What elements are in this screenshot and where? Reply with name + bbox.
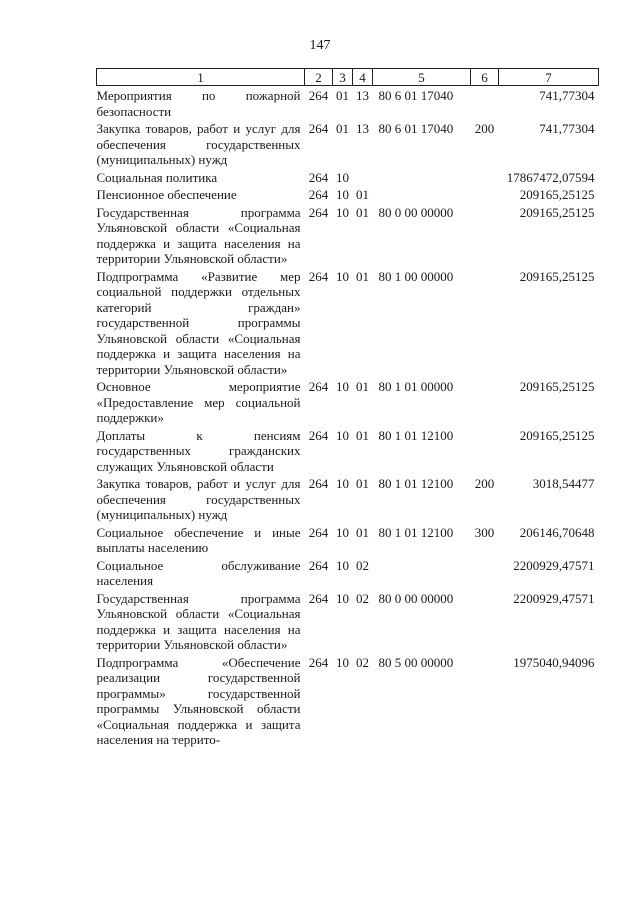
row-amount: 209165,25125 [519,187,595,202]
row-col4: 01 [356,524,369,540]
row-col2: 264 [308,121,329,136]
row-col4: 13 [356,121,369,136]
table-row [97,426,599,475]
row-col4: 01 [356,268,369,284]
row-col2: 264 [308,379,329,394]
row-col4: 01 [356,476,369,491]
table-row [97,474,599,523]
row-col5: 80 1 01 12100 [378,427,454,443]
row-col2: 264 [308,204,329,220]
row-col2: 264 [308,187,329,202]
table-row [97,523,599,556]
row-amount: 2200929,47571 [513,590,595,606]
row-name: Социальное обслуживание населения [96,557,301,588]
row-col2: 264 [308,557,329,573]
row-col2: 264 [308,524,329,540]
column-header: 7 [499,69,599,86]
row-amount: 2200929,47571 [513,557,595,573]
row-col3: 10 [336,590,349,606]
budget-table [96,68,599,748]
row-col3: 10 [336,204,349,220]
column-header: 5 [373,69,471,86]
row-col4: 01 [356,204,369,220]
table-row [97,86,599,120]
table-header [97,69,599,86]
row-amount: 209165,25125 [519,427,595,443]
column-header: 2 [305,69,333,86]
row-name: Государственная программа Ульяновской области «Социальная поддержка и защита населения на территории Ульяновской области» [96,204,301,266]
row-col3: 10 [336,524,349,540]
column-header: 1 [97,69,305,86]
row-col3: 10 [336,187,349,202]
column-header: 6 [471,69,499,86]
row-col5 [373,168,471,186]
row-col6 [471,377,499,426]
row-col2: 264 [308,590,329,606]
row-col6 [471,556,499,589]
row-amount: 209165,25125 [519,204,595,220]
row-amount: 741,77304 [539,88,595,103]
row-col5: 80 1 01 12100 [378,524,454,540]
page-number: 147 [309,38,331,53]
row-col5: 80 6 01 17040 [378,121,454,136]
row-col3: 10 [336,379,349,394]
row-name: Государственная программа Ульяновской области «Социальная поддержка и защита населения на территории Ульяновской области» [96,590,301,652]
column-header: 3 [333,69,353,86]
row-col6 [471,426,499,475]
row-col6 [471,185,499,203]
row-col3: 10 [336,169,349,185]
row-col3: 10 [336,476,349,491]
row-col3: 10 [336,268,349,284]
table-row [97,119,599,168]
row-col5: 80 5 00 00000 [378,654,454,670]
row-col2: 264 [308,88,329,103]
row-col4: 01 [356,427,369,443]
row-name: Социальная политика [96,169,218,185]
row-amount: 206146,70648 [519,524,595,540]
row-name: Основное мероприятие «Предоставление мер социальной поддержки» [96,379,301,425]
row-col2: 264 [308,427,329,443]
table-row [97,203,599,267]
row-name: Закупка товаров, работ и услуг для обеспечения государственных (муниципальных) нужд [96,121,301,167]
row-col6 [471,168,499,186]
row-col6 [471,203,499,267]
row-amount: 3018,54477 [532,476,595,491]
row-col2: 264 [308,169,329,185]
table-row [97,589,599,653]
row-col3: 01 [336,121,349,136]
row-col3: 10 [336,557,349,573]
table-row [97,556,599,589]
row-col2: 264 [308,654,329,670]
row-name: Мероприятия по пожарной безопасности [96,88,301,119]
row-name: Подпрограмма «Обеспечение реализации государственной программы» государственной программы Ульяновской области «Социальная поддержка и защита населения на террито- [96,654,301,747]
row-name: Подпрограмма «Развитие мер социальной поддержки отдельных категорий граждан» государственной программы Ульяновской области «Социальная поддержка и защита населения на территории Ульяновской области» [96,268,301,377]
row-col5: 80 6 01 17040 [378,88,454,103]
row-col6: 200 [474,121,495,136]
row-col4: 02 [356,590,369,606]
table-row [97,653,599,748]
row-name: Доплаты к пенсиям государственных гражданских служащих Ульяновской области [96,427,301,474]
row-col4 [353,168,373,186]
row-col6 [471,267,499,378]
row-col2: 264 [308,476,329,491]
row-col5: 80 0 00 00000 [378,590,454,606]
row-col3: 01 [336,88,349,103]
row-col4: 01 [356,187,369,202]
row-col5: 80 1 01 12100 [378,476,454,491]
row-col4: 02 [356,557,369,573]
row-col5: 80 0 00 00000 [378,204,454,220]
row-name: Закупка товаров, работ и услуг для обеспечения государственных (муниципальных) нужд [96,476,301,522]
row-amount: 17867472,07594 [506,169,595,185]
row-amount: 209165,25125 [519,268,595,284]
row-col4: 13 [356,88,369,103]
row-col4: 01 [356,379,369,394]
column-header: 4 [353,69,373,86]
table-row [97,168,599,186]
table-row [97,377,599,426]
row-name: Пенсионное обеспечение [96,187,237,202]
row-col5: 80 1 00 00000 [378,268,454,284]
row-col4: 02 [356,654,369,670]
row-amount: 209165,25125 [519,379,595,394]
row-col6: 200 [474,476,495,491]
row-col5 [373,185,471,203]
table-row [97,267,599,378]
row-col6 [471,86,499,120]
row-amount: 1975040,94096 [513,654,595,670]
table-row [97,185,599,203]
row-col3: 10 [336,427,349,443]
row-col5 [373,556,471,589]
row-col2: 264 [308,268,329,284]
row-amount: 741,77304 [539,121,595,136]
row-col6: 300 [474,524,495,540]
table-body [97,86,599,748]
row-name: Социальное обеспечение и иные выплаты населению [96,524,301,555]
row-col5: 80 1 01 00000 [378,379,454,394]
row-col6 [471,653,499,748]
row-col6 [471,589,499,653]
row-col3: 10 [336,654,349,670]
